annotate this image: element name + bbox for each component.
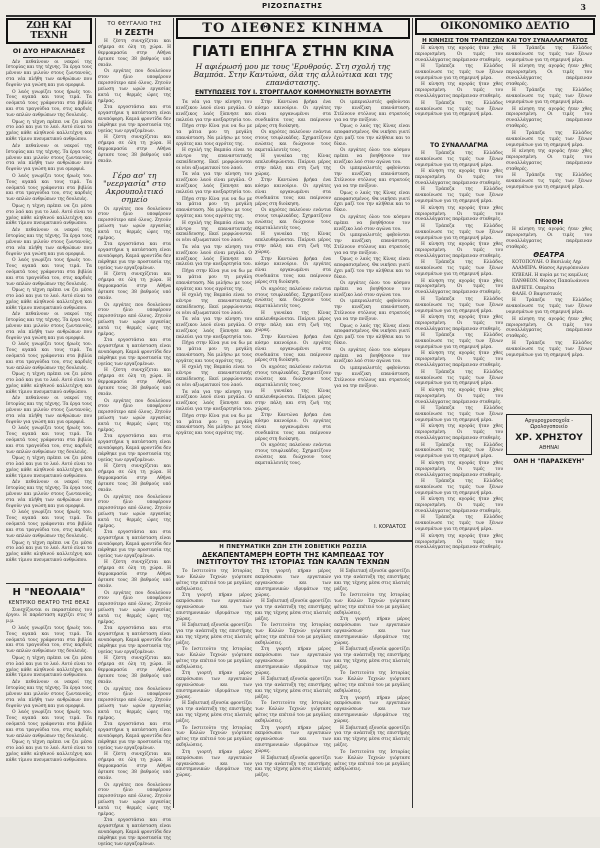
- center-international: [176, 18, 410, 538]
- paragraph: Όμως ο λαός της Κίνας είναι αποφασισμένος. Θα νικήσει γιατί έχει μαζί του την αλήθεια και το δίκιο.: [334, 323, 410, 347]
- bottom-col: [176, 569, 252, 804]
- paragraph: Στα εργοστάσια και στα εργαστήρια η κατάσταση είναι ανυπόφορη. Καμιά φροντίδα δεν πάρθηκε για την προστασία της υγείας των εργαζομένων.: [98, 722, 171, 752]
- paragraph: Οι ιμπεριαλιστές φοβούνται την κινέζικη επανάσταση. Στέλνουν στόλους και στρατούς για να την πνίξουν.: [334, 299, 410, 323]
- paragraph: Η Τράπεζα της Ελλάδος ανακοίνωσε τις τιμές των ξένων νομισμάτων για τη σημερινή μέρα.: [506, 46, 592, 63]
- paragraph: Η Τράπεζα της Ελλάδος ανακοίνωσε τις τιμές των ξένων νομισμάτων για τη σημερινή μέρα.: [415, 406, 503, 423]
- paragraph: Η Τράπεζα της Ελλάδος ανακοίνωσε τις τιμές των ξένων νομισμάτων για τη σημερινή μέρα.: [415, 64, 503, 82]
- paragraph: Η γυναίκα της Κίνας απελευθερώνεται. Παίρνει μέρος στην πάλη και στη ζωή της χώρας.: [255, 232, 331, 256]
- feature-heading: Γέρο ασ' τη "νεεργασία" στο Ακρουπολιτικό σημείο: [103, 171, 166, 204]
- paragraph: Η Σοβιετική εξουσία φροντίζει για την ανάπτυξη της επιστήμης και της τέχνης μέσα στις πλατιές μάζες.: [176, 623, 252, 646]
- paragraph: Ο λαός γνωρίζει τους ήρωές του. Τους αγαπά και τους τιμά. Τα ονόματά τους γράφονται στα βιβλία και στα τραγούδια του, στις καρδιές των απλών ανθρώπων της δουλειάς.: [6, 89, 92, 119]
- paragraph: Ο λαός γνωρίζει τους ήρωές του. Τους αγαπά και τους τιμά. Τα ονόματά τους γράφονται στα βιβλία και στα τραγούδια του, στις καρδιές των απλών ανθρώπων της δουλειάς.: [6, 426, 92, 455]
- paragraph: Στη γιορτή πήραν μέρος εκπρόσωποι των εργατικών οργανώσεων και των επιστημονικών ιδρυμάτων της χώρας.: [255, 647, 331, 676]
- paragraph: Η κίνηση της αγοράς ήταν χθες περιορισμένη. Οι τιμές του συναλλάγματος παρέμειναν σταθερές.: [415, 387, 503, 405]
- article-body: [98, 39, 171, 169]
- paragraph: Η Σοβιετική εξουσία φροντίζει για την ανάπτυξη της επιστήμης και της τέχνης μέσα στις πλατιές μάζες.: [176, 701, 252, 725]
- paragraph: Στα εργοστάσια και στα εργαστήρια η κατάσταση είναι ανυπόφορη. Καμιά φροντίδα δεν πάρθηκε για την προστασία της υγείας των εργαζομένων.: [98, 818, 171, 848]
- center-col-left: [176, 100, 252, 540]
- paragraph: Όμως ο λαός της Κίνας είναι αποφασισμένος. Θα νικήσει γιατί έχει μαζί του την αλήθεια και το δίκιο.: [334, 257, 410, 280]
- paragraph: Οι εργάτες που δουλεύουν στον ήλιο υποφέρουν περισσότερο από όλους. Ζητούν μείωση των ωρών εργασίας κατά τις θερμές ώρες της ημέρας.: [98, 206, 171, 242]
- paragraph: Τα νέα για την κίνηση του κινέζικου λαού είναι μεγάλα. Ο κινέζικος λαός ξύπνησε και παλεύει για την ανεξαρτησία του.: [176, 172, 252, 196]
- paragraph: Η κίνηση της αγοράς ήταν χθες περιορισμένη. Οι τιμές του συναλλάγματος παρέμειναν σταθερές.: [506, 316, 592, 340]
- list-item: ΒΑΡΙΕΤΕ. Οπερέτα: [512, 285, 555, 291]
- paragraph: Η Σοβιετική εξουσία φροντίζει για την ανάπτυξη της επιστήμης και της τέχνης μέσα στις πλατιές μάζες.: [255, 599, 331, 622]
- subhead: ΕΝΤΥΠΩΣΕΙΣ ΤΟΥ Ι. ΣΤΟΡΓΓΑΛΟΥ ΚΟΜΜΟΥΝΙΣΤΗ ΒΟΥΛΕΥΤΗ: [195, 89, 391, 96]
- economy-body: [415, 46, 503, 141]
- economy-body-right: [506, 46, 592, 216]
- paragraph: Η Τράπεζα της Ελλάδος ανακοίνωσε τις τιμές των ξένων νομισμάτων για τη σημερινή μέρα.: [506, 173, 592, 190]
- paragraph: Η κίνηση της αγοράς ήταν χθες περιορισμένη. Οι τιμές του συναλλάγματος παρέμειναν σταθερές.: [415, 169, 503, 187]
- paragraph: Η κίνηση της αγοράς ήταν χθες περιορισμένη. Οι τιμές του συναλλάγματος παρέμειναν σταθερές.: [415, 46, 503, 63]
- paragraph: Στην Καντώνα βρήκα ένα κόσμο καινούριο. Οι εργάτες είναι οργανωμένοι στα συνδικάτα τους και παίρνουν μέρος στη διοίκηση.: [255, 100, 331, 129]
- paragraph: Ο λαός γνωρίζει τους ήρωές του. Τους αγαπά και τους τιμά. Τα ονόματά τους γράφονται στα βιβλία και στα τραγούδια του, στις καρδιές των απλών ανθρώπων της δουλειάς.: [6, 173, 92, 203]
- paragraph: Η κίνηση της αγοράς ήταν χθες περιορισμένη. Οι τιμές του συναλλάγματος παρέμειναν σταθερές.: [415, 533, 503, 551]
- paragraph: Όμως η τέχνη πρέπει να ζει μέσα στο λαό και για το λαό. Αυτό είναι το χρέος κάθε αληθινού καλλιτέχνη και κάθε τίμιου πνευματικού ανθρώπου.: [6, 655, 92, 679]
- paragraph: Δέν πεθαίνουν οι νεκροί της Ιστορίας και της τέχνης. Τα έργα τους μένουν και μιλούν στους ζωντανούς, στα νέα πλήθη των ανθρώπων που διψούν για γνώση και για ομορφιά.: [6, 679, 92, 709]
- paragraph: Το Ινστιτούτο της Ιστορίας των Καλών Τεχνών γιόρτασε φέτος την επέτειό του με μεγάλες εκδηλώσεις.: [176, 647, 252, 670]
- theatre-list: [506, 260, 592, 410]
- paragraph: Οι εργάτες που δουλεύουν στον ήλιο υποφέρουν περισσότερο από όλους. Ζητούν μείωση των ωρών εργασίας κατά τις θερμές ώρες της ημέρας.: [98, 590, 171, 626]
- list-item: ΠΑΝΘΕΟΝ. Θίασος Παπαϊωάννου: [512, 279, 590, 285]
- paragraph: Η κίνηση της αγοράς ήταν χθες περιορισμένη. Οι τιμές του συναλλάγματος παρέμειναν σταθερές.: [415, 424, 503, 442]
- bottom-columns: [176, 569, 410, 804]
- list-item: ΚΥΒΕΛΗ. Η κυρία με τις καμέλιες: [512, 272, 589, 278]
- paragraph: Οι αγρότες παλεύουν ενάντια στους τσιφλικάδες. Σχηματίζουν ενώσεις και διώχνουν τους εκμεταλλευτές τους.: [255, 130, 331, 153]
- theatre-title: ΘΕΑΤΡΑ: [533, 251, 565, 259]
- paragraph: Η Τράπεζα της Ελλάδος ανακοίνωσε τις τιμές των ξένων νομισμάτων για τη σημερινή μέρα.: [506, 298, 592, 316]
- paragraph: Στην Καντώνα βρήκα ένα κόσμο καινούριο. Οι εργάτες είναι οργανωμένοι στα συνδικάτα τους και παίρνουν μέρος στη διοίκηση.: [255, 413, 331, 442]
- paragraph: Όμως η τέχνη πρέπει να ζει μέσα στο λαό και για το λαό. Αυτό είναι το χρέος κάθε αληθινού καλλιτέχνη και κάθε τίμιου πνευματικού ανθρώπου.: [6, 540, 92, 564]
- paragraph: Η Σοβιετική εξουσία φροντίζει για την ανάπτυξη της επιστήμης και της τέχνης μέσα στις πλατιές μάζες.: [334, 725, 410, 749]
- column-rule: [95, 18, 96, 808]
- paragraph: Η ζέστη συνεχίζεται και σήμερα σε όλη τη χώρα. Η θερμοκρασία στην Αθήνα έφτασε τους 38 βαθμούς υπό σκιάν.: [98, 368, 171, 398]
- subhead: Η ΚΙΝΗΣΙΣ ΤΟΝ ΤΡΑΠΕΖΩΝ ΚΑΙ ΤΟΥ ΣΥΝΑΛΛΑΓΜΑΤΟΣ: [422, 38, 588, 44]
- list-item: ΚΟΤΟΠΟΥΛΗ. Ο Βασιλιάς Ληρ: [512, 260, 582, 265]
- paragraph: Τα νέα για την κίνηση του κινέζικου λαού είναι μεγάλα. Ο κινέζικος λαός ξύπνησε και παλεύει για την ανεξαρτησία του.: [176, 244, 252, 268]
- paragraph: Η Τράπεζα της Ελλάδος ανακοίνωσε τις τιμές των ξένων νομισμάτων για τη σημερινή μέρα.: [415, 515, 503, 533]
- paragraph: Στα εργοστάσια και στα εργαστήρια η κατάσταση είναι ανυπόφορη. Καμιά φροντίδα δεν πάρθηκε για την προστασία της υγείας των εργαζομένων.: [98, 338, 171, 368]
- paragraph: Η Τράπεζα της Ελλάδος ανακοίνωσε τις τιμές των ξένων νομισμάτων για τη σημερινή μέρα.: [415, 442, 503, 460]
- paragraph: Η ζέστη συνεχίζεται και σήμερα σε όλη τη χώρα. Η θερμοκρασία στην Αθήνα έφτασε τους 38 βαθμούς υπό σκιάν.: [98, 135, 171, 164]
- paragraph: Δέν πεθαίνουν οι νεκροί της Ιστορίας και της τέχνης. Τα έργα τους μένουν και μιλούν στους ζωντανούς, στα νέα πλήθη των ανθρώπων που διψούν για γνώση και για ομορφιά.: [6, 59, 92, 89]
- deaths-body: [506, 227, 592, 249]
- paragraph: Η σχολή της Βαμπόα είναι το κέντρο της επαναστατικής εκπαίδευσης. Εκεί μορφώνονται οι νέοι αξιωματικοί του λαού.: [176, 365, 252, 389]
- paragraph: Η ζέστη συνεχίζεται και σήμερα σε όλη τη χώρα. Η θερμοκρασία στην Αθήνα έφτασε τους 38 βαθμούς υπό σκιάν.: [98, 464, 171, 494]
- paragraph: Η σχολή της Βαμπόα είναι το κέντρο της επαναστατικής εκπαίδευσης. Εκεί μορφώνονται οι νέοι αξιωματικοί του λαού.: [176, 293, 252, 316]
- paragraph: Οι εργάτες που δουλεύουν στον ήλιο υποφέρουν περισσότερο από όλους. Ζητούν μείωση των ωρών εργασίας κατά τις θερμές ώρες της ημέρας.: [98, 302, 171, 338]
- paragraph: Η γυναίκα της Κίνας απελευθερώνεται. Παίρνει μέρος στην πάλη και στη ζωή της χώρας.: [255, 389, 331, 412]
- paragraph: Στα εργοστάσια και στα εργαστήρια η κατάσταση είναι ανυπόφορη. Καμιά φροντίδα δεν πάρθηκε για την προστασία της υγείας των εργαζομένων.: [98, 104, 171, 134]
- paragraph: Η ζέστη συνεχίζεται και σήμερα σε όλη τη χώρα. Η θερμοκρασία στην Αθήνα έφτασε τους 38 βαθμούς υπό σκιάν.: [98, 752, 171, 782]
- ad-text: Αργυροχρυσοχοΐα - Ωρολογοποιείο: [524, 418, 574, 430]
- paragraph: Η Σοβιετική εξουσία φροντίζει για την ανάπτυξη της επιστήμης και της τέχνης μέσα στις πλατιές μάζες.: [334, 569, 410, 592]
- paragraph: Στην Καντώνα βρήκα ένα κόσμο καινούριο. Οι εργάτες είναι οργανωμένοι στα συνδικάτα τους και παίρνουν μέρος στη διοίκηση.: [255, 334, 331, 364]
- paragraph: Η κίνηση της αγοράς ήταν χθες περιορισμένη. Οι τιμές του συναλλάγματος παρέμειναν σταθερές.: [506, 148, 592, 172]
- paragraph: Οι ιμπεριαλιστές φοβούνται την κινέζικη επανάσταση. Στέλνουν στόλους και στρατούς για να την πνίξουν.: [334, 166, 410, 190]
- paragraph: Στη γιορτή πήραν μέρος εκπρόσωποι των εργατικών οργανώσεων και των επιστημονικών ιδρυμάτων της χώρας.: [255, 725, 331, 755]
- paragraph: Όμως η τέχνη πρέπει να ζει μέσα στο λαό και για το λαό. Αυτό είναι το χρέος κάθε αληθινού καλλιτέχνη και κάθε τίμιου πνευματικού ανθρώπου.: [6, 203, 92, 227]
- paragraph: Στη γιορτή πήραν μέρος εκπρόσωποι των εργατικών οργανώσεων και των επιστημονικών ιδρυμάτων της χώρας.: [334, 617, 410, 646]
- paragraph: Η κίνηση της αγοράς ήταν χθες περιορισμένη. Οι τιμές του συναλλάγματος παρέμειναν σταθερές.: [415, 351, 503, 369]
- paragraph: Τα νέα για την κίνηση του κινέζικου λαού είναι μεγάλα. Ο κινέζικος λαός ξύπνησε και παλεύει για την ανεξαρτησία του.: [176, 389, 252, 413]
- paragraph: Πήγα στην Κίνα για να δω με τα μάτια μου τη μεγάλη επανάσταση. Να μιλήσω με τους εργάτες και τους αγρότες της.: [176, 341, 252, 364]
- paragraph: Η κίνηση της αγοράς ήταν χθες περιορισμένη. Οι τιμές του συναλλάγματος παρέμειναν σταθερές.: [415, 205, 503, 223]
- paragraph: Δέν πεθαίνουν οι νεκροί της Ιστορίας και της τέχνης. Τα έργα τους μένουν και μιλούν στους ζωντανούς, στα νέα πλήθη των ανθρώπων που διψούν για γνώση και για ομορφιά.: [6, 312, 92, 341]
- center-col-mid: [255, 100, 331, 540]
- headline: ΓΙΑΤΙ ΕΠΗΓΑ ΣΤΗΝ ΚΙΝΑ: [192, 42, 394, 60]
- paragraph: Η κίνηση της αγοράς ήταν χθες περιορισμένη. Οι τιμές του συναλλάγματος παρέμειναν σταθερές.: [415, 82, 503, 100]
- theatre-body: [6, 608, 92, 808]
- center-col-right: [334, 100, 410, 520]
- paragraph: Πήγα στην Κίνα για να δω με τα μάτια μου τη μεγάλη επανάσταση. Να μιλήσω με τους εργάτες και τους αγρότες της.: [176, 413, 252, 437]
- paragraph: Στα εργοστάσια και στα εργαστήρια η κατάσταση είναι ανυπόφορη. Καμιά φροντίδα δεν πάρθηκε για την προστασία της υγείας των εργαζομένων.: [98, 434, 171, 464]
- article-body: [6, 60, 92, 580]
- paragraph: Οι εργάτες όλου του κόσμου πρέπει να βοηθήσουν τον κινέζικο λαό στον αγώνα του.: [334, 281, 410, 298]
- column-economy: [415, 18, 595, 810]
- paragraph: Οι εργάτες όλου του κόσμου πρέπει να βοηθήσουν τον κινέζικο λαό στον αγώνα του.: [334, 148, 410, 166]
- paragraph: Το Ινστιτούτο της Ιστορίας των Καλών Τεχνών γιόρτασε φέτος την επέτειό του με μεγάλες εκδηλώσεις.: [176, 569, 252, 592]
- paragraph: Οι εργάτες που δουλεύουν στον ήλιο υποφέρουν περισσότερο από όλους. Ζητούν μείωση των ωρών εργασίας κατά τις θερμές ώρες της ημέρας.: [98, 494, 171, 530]
- paragraph: Στην Καντώνα βρήκα ένα κόσμο καινούριο. Οι εργάτες είναι οργανωμένοι στα συνδικάτα τους και παίρνουν μέρος στη διοίκηση.: [255, 256, 331, 286]
- paragraph: Οι ιμπεριαλιστές φοβούνται την κινέζικη επανάσταση. Στέλνουν στόλους και στρατούς για να την πνίξουν.: [334, 232, 410, 256]
- section-title: ΤΟ ΦΕΥΓΑΛΙΟ ΤΗΣ: [107, 21, 162, 27]
- paragraph: Ο λαός γνωρίζει τους ήρωές του. Τους αγαπά και τους τιμά. Τα ονόματά τους γράφονται στα βιβλία και στα τραγούδια του, στις καρδιές των απλών ανθρώπων της δουλειάς.: [6, 625, 92, 655]
- ad-note: ΟΛΗ Η "ΠΑΡΑΣΚΕΥΗ": [513, 458, 585, 465]
- paragraph: Όμως η τέχνη πρέπει να ζει μέσα στο λαό και για το λαό. Αυτό είναι το χρέος κάθε αληθινού καλλιτέχνη και κάθε τίμιου πνευματικού ανθρώπου.: [6, 456, 92, 480]
- paragraph: Το Ινστιτούτο της Ιστορίας των Καλών Τεχνών γιόρτασε φέτος την επέτειό του με μεγάλες εκδηλώσεις.: [255, 701, 331, 725]
- paragraph: Το Ινστιτούτο της Ιστορίας των Καλών Τεχνών γιόρτασε φέτος την επέτειό του με μεγάλες εκδηλώσεις.: [255, 623, 331, 646]
- paragraph: Οι ιμπεριαλιστές φοβούνται την κινέζικη επανάσταση. Στέλνουν στόλους και στρατούς για να την πνίξουν.: [334, 365, 410, 389]
- paragraph: Το Ινστιτούτο της Ιστορίας των Καλών Τεχνών γιόρτασε φέτος την επέτειό του με μεγάλες εκδηλώσεις.: [176, 725, 252, 749]
- paragraph: Στα εργοστάσια και στα εργαστήρια η κατάσταση είναι ανυπόφορη. Καμιά φροντίδα δεν πάρθηκε για την προστασία της υγείας των εργαζομένων.: [98, 530, 171, 560]
- paragraph: Η Τράπεζα της Ελλάδος ανακοίνωσε τις τιμές των ξένων νομισμάτων για τη σημερινή μέρα.: [415, 187, 503, 205]
- top-rule: [6, 15, 596, 17]
- paragraph: Στην Καντώνα βρήκα ένα κόσμο καινούριο. Οι εργάτες είναι οργανωμένοι στα συνδικάτα τους και παίρνουν μέρος στη διοίκηση.: [255, 178, 331, 207]
- paragraph: Οι εργάτες που δουλεύουν στον ήλιο υποφέρουν περισσότερο από όλους. Ζητούν μείωση των ωρών εργασίας κατά τις θερμές ώρες της ημέρας.: [98, 398, 171, 434]
- paragraph: Ο λαός γνωρίζει τους ήρωές του. Τους αγαπά και τους τιμά. Τα ονόματά τους γράφονται στα βιβλία και στα τραγούδια του, στις καρδιές των απλών ανθρώπων της δουλειάς.: [6, 510, 92, 540]
- deaths-title: ΠΕΝΘΗ: [534, 218, 564, 226]
- paragraph: Οι αγρότες παλεύουν ενάντια στους τσιφλικάδες. Σχηματίζουν ενώσεις και διώχνουν τους εκμεταλλευτές τους.: [255, 443, 331, 466]
- paragraph: Οι εργάτες όλου του κόσμου πρέπει να βοηθήσουν τον κινέζικο λαό στον αγώνα του.: [334, 347, 410, 365]
- paragraph: Στη γιορτή πήραν μέρος εκπρόσωποι των εργατικών οργανώσεων και των επιστημονικών ιδρυμάτων της χώρας.: [334, 695, 410, 725]
- paragraph: Στη γιορτή πήραν μέρος εκπρόσωποι των εργατικών οργανώσεων και των επιστημονικών ιδρυμάτων της χώρας.: [176, 593, 252, 622]
- paragraph: Οι ιμπεριαλιστές φοβούνται την κινέζικη επανάσταση. Στέλνουν στόλους και στρατούς για να την πνίξουν.: [334, 100, 410, 123]
- divider: [6, 583, 92, 584]
- paragraph: Οι εργάτες που δουλεύουν στον ήλιο υποφέρουν περισσότερο από όλους. Ζητούν μείωση των ωρών εργασίας κατά τις θερμές ώρες της ημέρας.: [98, 69, 171, 104]
- newspaper-title: ΡΙΖΟΣΠΑΣΤΗΣ: [262, 2, 323, 10]
- article-heading: Η ΖΕΣΤΗ: [115, 28, 154, 37]
- section-title: ΤΟ ΔΙΕΘΝΕΣ ΚΙΝΗΜΑ: [176, 18, 410, 39]
- paragraph: Η κίνηση της αγοράς ήταν χθες περιορισμένη. Οι τιμές του συναλλάγματος παρέμειναν σταθερές.: [415, 314, 503, 332]
- paragraph: Οι αγρότες παλεύουν ενάντια στους τσιφλικάδες. Σχηματίζουν ενώσεις και διώχνουν τους εκμεταλλευτές τους.: [255, 286, 331, 310]
- paragraph: Οι αγρότες παλεύουν ενάντια στους τσιφλικάδες. Σχηματίζουν ενώσεις και διώχνουν τους εκμεταλλευτές τους.: [255, 208, 331, 232]
- exchange-body: [415, 151, 503, 651]
- ad-name: ΧΡ. ΧΡΗΣΤΟΥ: [515, 433, 583, 443]
- paragraph: Όμως ο λαός της Κίνας είναι αποφασισμένος. Θα νικήσει γιατί έχει μαζί του την αλήθεια και το δίκιο.: [334, 190, 410, 214]
- paragraph: Η Τράπεζα της Ελλάδος ανακοίνωσε τις τιμές των ξένων νομισμάτων για τη σημερινή μέρα.: [415, 333, 503, 350]
- paragraph: Η Τράπεζα της Ελλάδος ανακοίνωσε τις τιμές των ξένων νομισμάτων για τη σημερινή μέρα.: [506, 340, 592, 358]
- paragraph: Η Τράπεζα της Ελλάδος ανακοίνωσε τις τιμές των ξένων νομισμάτων για τη σημερινή μέρα.: [506, 130, 592, 148]
- article-heading: ΟΙ ΔΥΟ ΗΡΑΚΛΗΔΕΣ: [12, 47, 86, 55]
- paragraph: Οι εργάτες που δουλεύουν στον ήλιο υποφέρουν περισσότερο από όλους. Ζητούν μείωση των ωρών εργασίας κατά τις θερμές ώρες της ημέρας.: [98, 782, 171, 818]
- paragraph: Η γυναίκα της Κίνας απελευθερώνεται. Παίρνει μέρος στην πάλη και στη ζωή της χώρας.: [255, 154, 331, 177]
- paragraph: Η κίνηση της αγοράς ήταν χθες περιορισμένη. Οι τιμές του συναλλάγματος παρέμειναν σταθερές.: [415, 460, 503, 478]
- paragraph: Ο λαός γνωρίζει τους ήρωές του. Τους αγαπά και τους τιμά. Τα ονόματά τους γράφονται στα βιβλία και στα τραγούδια του, στις καρδιές των απλών ανθρώπων της δουλειάς.: [6, 257, 92, 287]
- paragraph: Η σχολή της Βαμπόα είναι το κέντρο της επαναστατικής εκπαίδευσης. Εκεί μορφώνονται οι νέοι αξιωματικοί του λαού.: [176, 220, 252, 244]
- paragraph: Όμως η τέχνη πρέπει να ζει μέσα στο λαό και για το λαό. Αυτό είναι το χρέος κάθε αληθινού καλλιτέχνη και κάθε τίμιου πνευματικού ανθρώπου.: [6, 287, 92, 311]
- paragraph: Οι εργάτες που δουλεύουν στον ήλιο υποφέρουν περισσότερο από όλους. Ζητούν μείωση των ωρών εργασίας κατά τις θερμές ώρες της ημέρας.: [98, 686, 171, 722]
- paragraph: Ο λαός γνωρίζει τους ήρωές του. Τους αγαπά και τους τιμά. Τα ονόματά τους γράφονται στα βιβλία και στα τραγούδια του, στις καρδιές των απλών ανθρώπων της δουλειάς.: [6, 342, 92, 371]
- paragraph: Στη γιορτή πήραν μέρος εκπρόσωποι των εργατικών οργανώσεων και των επιστημονικών ιδρυμάτων της χώρας.: [176, 749, 252, 779]
- exchange-title: ΤΟ ΣΥΝΑΛΛΑΓΜΑ: [430, 142, 488, 149]
- list-item: ΦΑΛΗ. Ο Βαφτιστικός: [512, 292, 562, 298]
- running-head: [0, 2, 600, 16]
- paragraph: Η ζέστη συνεχίζεται και σήμερα σε όλη τη χώρα. Η θερμοκρασία στην Αθήνα έφτασε τους 38 βαθμούς υπό σκιάν.: [98, 272, 171, 302]
- paragraph: Η κίνηση της αγοράς ήταν χθες περιορισμένη. Οι τιμές του συναλλάγματος παρέμειναν σταθερές.: [506, 227, 592, 250]
- divider: [23, 57, 75, 58]
- paragraph: Η κίνηση της αγοράς ήταν χθες περιορισμένη. Οι τιμές του συναλλάγματος παρέμειναν σταθερές.: [506, 64, 592, 87]
- paragraph: Η κίνηση της αγοράς ήταν χθες περιορισμένη. Οι τιμές του συναλλάγματος παρέμειναν σταθερές.: [415, 278, 503, 296]
- paragraph: Το Ινστιτούτο της Ιστορίας των Καλών Τεχνών γιόρτασε φέτος την επέτειό του με μεγάλες εκδηλώσεις.: [334, 749, 410, 773]
- paragraph: Η Τράπεζα της Ελλάδος ανακοίνωσε τις τιμές των ξένων νομισμάτων για τη σημερινή μέρα.: [415, 100, 503, 118]
- paragraph: Δέν πεθαίνουν οι νεκροί της Ιστορίας και της τέχνης. Τα έργα τους μένουν και μιλούν στους ζωντανούς, στα νέα πλήθη των ανθρώπων που διψούν για γνώση και για ομορφιά.: [6, 143, 92, 173]
- ad-city: ΑΘΗΝΑΙ: [539, 445, 559, 451]
- kicker: Η ΠΝΕΥΜΑΤΙΚΗ ΖΩΗ ΣΤΗ ΣΟΒΙΕΤΙΚΗ ΡΩΣΣΙΑ: [219, 544, 367, 550]
- paragraph: Η Τράπεζα της Ελλάδος ανακοίνωσε τις τιμές των ξένων νομισμάτων για τη σημερινή μέρα.: [415, 296, 503, 314]
- economy-columns: [415, 46, 595, 651]
- feature-body: [98, 206, 171, 848]
- paragraph: Η Τράπεζα της Ελλάδος ανακοίνωσε τις τιμές των ξένων νομισμάτων για τη σημερινή μέρα.: [415, 151, 503, 168]
- paragraph: Τα νέα για την κίνηση του κινέζικου λαού είναι μεγάλα. Ο κινέζικος λαός ξύπνησε και παλεύει για την ανεξαρτησία του.: [176, 100, 252, 123]
- paragraph: Στη γιορτή πήραν μέρος εκπρόσωποι των εργατικών οργανώσεων και των επιστημονικών ιδρυμάτων της χώρας.: [255, 569, 331, 598]
- paragraph: Δέν πεθαίνουν οι νεκροί της Ιστορίας και της τέχνης. Τα έργα τους μένουν και μιλούν στους ζωντανούς, στα νέα πλήθη των ανθρώπων που διψούν για γνώση και για ομορφιά.: [6, 480, 92, 510]
- paragraph: Η γυναίκα της Κίνας απελευθερώνεται. Παίρνει μέρος στην πάλη και στη ζωή της χώρας.: [255, 310, 331, 334]
- section-title: ΟΙΚΟΝΟΜΙΚΟ ΔΕΛΤΙΟ: [415, 18, 595, 35]
- paragraph: Η ζέστη συνεχίζεται και σήμερα σε όλη τη χώρα. Η θερμοκρασία στην Αθήνα έφτασε τους 38 βαθμούς υπό σκιάν.: [98, 560, 171, 590]
- column-heat: [98, 18, 171, 848]
- paragraph: Πήγα στην Κίνα για να δω με τα μάτια μου τη μεγάλη επανάσταση. Να μιλήσω με τους εργάτες και τους αγρότες της.: [176, 124, 252, 147]
- paragraph: Η κίνηση της αγοράς ήταν χθες περιορισμένη. Οι τιμές του συναλλάγματος παρέμειναν σταθερές.: [415, 242, 503, 259]
- paragraph: Η Τράπεζα της Ελλάδος ανακοίνωσε τις τιμές των ξένων νομισμάτων για τη σημερινή μέρα.: [415, 369, 503, 387]
- paragraph: Η Τράπεζα της Ελλάδος ανακοίνωσε τις τιμές των ξένων νομισμάτων για τη σημερινή μέρα.: [506, 88, 592, 106]
- divider: [176, 540, 412, 542]
- paragraph: Η Σοβιετική εξουσία φροντίζει για την ανάπτυξη της επιστήμης και της τέχνης μέσα στις πλατιές μάζες.: [255, 755, 331, 779]
- paragraph: Η Τράπεζα της Ελλάδος ανακοίνωσε τις τιμές των ξένων νομισμάτων για τη σημερινή μέρα.: [415, 478, 503, 496]
- bottom-col: [334, 569, 410, 804]
- signature: Ι. ΚΟΡΔΑΤΟΣ: [374, 524, 406, 530]
- paragraph: Δέν πεθαίνουν οι νεκροί της Ιστορίας και της τέχνης. Τα έργα τους μένουν και μιλούν στους ζωντανούς, στα νέα πλήθη των ανθρώπων που διψούν για γνώση και για ομορφιά.: [6, 227, 92, 257]
- bottom-col: [255, 569, 331, 804]
- paragraph: Οι εργάτες όλου του κόσμου πρέπει να βοηθήσουν τον κινέζικο λαό στον αγώνα του.: [334, 214, 410, 232]
- paragraph: Στα εργοστάσια και στα εργαστήρια η κατάσταση είναι ανυπόφορη. Καμιά φροντίδα δεν πάρθηκε για την προστασία της υγείας των εργαζομένων.: [98, 242, 171, 272]
- paragraph: Στα εργοστάσια και στα εργαστήρια η κατάσταση είναι ανυπόφορη. Καμιά φροντίδα δεν πάρθηκε για την προστασία της υγείας των εργαζομένων.: [98, 626, 171, 656]
- paragraph: Η κίνηση της αγοράς ήταν χθες περιορισμένη. Οι τιμές του συναλλάγματος παρέμειναν σταθερές.: [415, 497, 503, 514]
- paragraph: Η ζέστη συνεχίζεται και σήμερα σε όλη τη χώρα. Η θερμοκρασία στην Αθήνα έφτασε τους 38 βαθμούς υπό σκιάν.: [98, 39, 171, 68]
- column-life-and-art: [6, 18, 92, 810]
- paragraph: Οι αγρότες παλεύουν ενάντια στους τσιφλικάδες. Σχηματίζουν ενώσεις και διώχνουν τους εκμεταλλευτές τους.: [255, 364, 331, 388]
- jeweller-advertisement: [506, 414, 592, 455]
- paragraph: Η Τράπεζα της Ελλάδος ανακοίνωσε τις τιμές των ξένων νομισμάτων για τη σημερινή μέρα.: [415, 223, 503, 241]
- column-rule: [412, 18, 413, 808]
- economy-col-right: [506, 46, 592, 651]
- center-bottom-soviet: [176, 544, 410, 810]
- section-title: ΖΩΗ ΚΑΙ ΤΕΧΝΗ: [6, 18, 92, 44]
- paragraph: Δέν πεθαίνουν οι νεκροί της Ιστορίας και της τέχνης. Τα έργα τους μένουν και μιλούν στους ζωντανούς, στα νέα πλήθη των ανθρώπων που διψούν για γνώση και για ομορφιά.: [6, 396, 92, 425]
- column-rule: [173, 18, 174, 808]
- page-number: 3: [580, 2, 586, 12]
- paragraph: Όμως η τέχνη πρέπει να ζει μέσα στο λαό και για το λαό. Αυτό είναι το χρέος κάθε αληθινού καλλιτέχνη και κάθε τίμιου πνευματικού ανθρώπου.: [6, 739, 92, 763]
- paragraph: Το Ινστιτούτο της Ιστορίας των Καλών Τεχνών γιόρτασε φέτος την επέτειό του με μεγάλες εκδηλώσεις.: [334, 671, 410, 695]
- paragraph: Η Σοβιετική εξουσία φροντίζει για την ανάπτυξη της επιστήμης και της τέχνης μέσα στις πλατιές μάζες.: [255, 677, 331, 701]
- paragraph: Η Σοβιετική εξουσία φροντίζει για την ανάπτυξη της επιστήμης και της τέχνης μέσα στις πλατιές μάζες.: [334, 647, 410, 670]
- list-item: ΑΛΑΜΠΡΑ. Θίασος Αργυρόπουλου: [512, 266, 590, 272]
- paragraph: Η Τράπεζα της Ελλάδος ανακοίνωσε τις τιμές των ξένων νομισμάτων για τη σημερινή μέρα.: [415, 260, 503, 278]
- paragraph: Τα νέα για την κίνηση του κινέζικου λαού είναι μεγάλα. Ο κινέζικος λαός ξύπνησε και παλεύει για την ανεξαρτησία του.: [176, 317, 252, 340]
- paragraph: Το Ινστιτούτο της Ιστορίας των Καλών Τεχνών γιόρτασε φέτος την επέτειό του με μεγάλες εκδηλώσεις.: [334, 593, 410, 616]
- paragraph: Όμως η τέχνη πρέπει να ζει μέσα στο λαό και για το λαό. Αυτό είναι το χρέος κάθε αληθινού καλλιτέχνη και κάθε τίμιου πνευματικού ανθρώπου.: [6, 372, 92, 395]
- deck: Η αφιέρωσή μου με τους 'Ερυθρούς. Στη σχολή της Βαμπόα. Στην Καντώνα, όλα της αλλιώτικα και της επανάστασης.: [193, 62, 393, 87]
- economy-col-left: [415, 46, 503, 651]
- paragraph: Στη γιορτή πήραν μέρος εκπρόσωποι των εργατικών οργανώσεων και των επιστημονικών ιδρυμάτων της χώρας.: [176, 671, 252, 701]
- theatre-title: Η "ΝΕΟΛΑΙΑ": [12, 586, 86, 598]
- theatre-sub: ΚΕΝΤΡΙΚΟ ΘΕΑΤΡΟ ΤΗΣ ΘΕΑΣ: [8, 599, 90, 606]
- paragraph: Η σχολή της Βαμπόα είναι το κέντρο της επαναστατικής εκπαίδευσης. Εκεί μορφώνονται οι νέοι αξιωματικοί του λαού.: [176, 148, 252, 171]
- paragraph: Πήγα στην Κίνα για να δω με τα μάτια μου τη μεγάλη επανάσταση. Να μιλήσω με τους εργάτες και τους αγρότες της.: [176, 268, 252, 292]
- paragraph: Ο λαός γνωρίζει τους ήρωές του. Τους αγαπά και τους τιμά. Τα ονόματά τους γράφονται στα βιβλία και στα τραγούδια του, στις καρδιές των απλών ανθρώπων της δουλειάς.: [6, 709, 92, 739]
- headline: ΔΕΚΑΠΕΝΤΑΜΕΡΗ ΕΟΡΤΗ ΤΗΣ ΚΑΜΠΕΔΑΣ ΤΟΥ ΙΝΣΤΙΤΟΥΤΟΥ ΤΗΣ ΙΣΤΟΡΙΑΣ ΤΩΝ ΚΑΛΩΝ ΤΕΧΝΩΝ: [196, 551, 390, 566]
- paragraph: Όμως η τέχνη πρέπει να ζει μέσα στο λαό και για το λαό. Αυτό είναι το χρέος κάθε αληθινού καλλιτέχνη και κάθε τίμιου πνευματικού ανθρώπου.: [6, 119, 92, 143]
- paragraph: Συνεχίζονται οι παραστάσεις του έργου. Η παράσταση αρχίζει στις 9 μ.μ.: [6, 607, 92, 625]
- paragraph: Η κίνηση της αγοράς ήταν χθες περιορισμένη. Οι τιμές του συναλλάγματος παρέμειναν σταθερές.: [506, 106, 592, 130]
- paragraph: Η ζέστη συνεχίζεται και σήμερα σε όλη τη χώρα. Η θερμοκρασία στην Αθήνα έφτασε τους 38 βαθμούς υπό σκιάν.: [98, 656, 171, 686]
- paragraph: Πήγα στην Κίνα για να δω με τα μάτια μου τη μεγάλη επανάσταση. Να μιλήσω με τους εργάτες και τους αγρότες της.: [176, 196, 252, 220]
- paragraph: Όμως ο λαός της Κίνας είναι αποφασισμένος. Θα νικήσει γιατί έχει μαζί του την αλήθεια και το δίκιο.: [334, 124, 410, 147]
